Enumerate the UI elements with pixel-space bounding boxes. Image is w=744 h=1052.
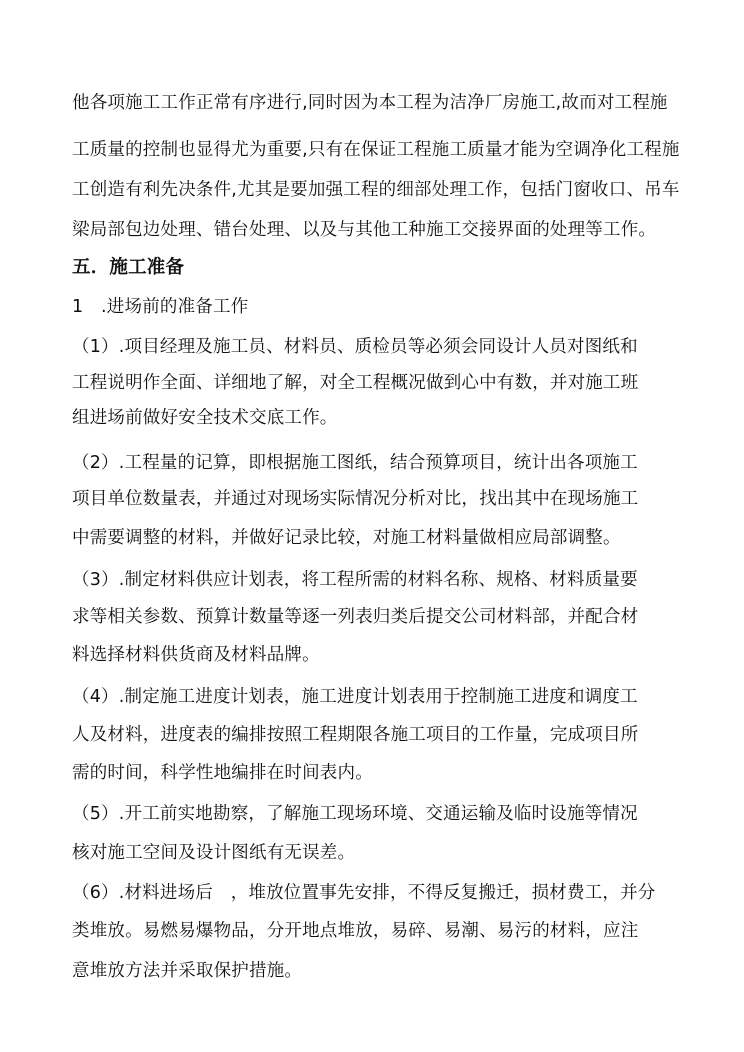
intro-line: 工创造有利先决条件,尤其是要加强工程的细部处理工作，包括门窗收口、吊车 <box>72 180 680 200</box>
item-2-line: （2）.工程量的记算，即根据施工图纸，结合预算项目，统计出各项施工 <box>72 453 638 473</box>
item-5-line: （5）.开工前实地勘察，了解施工现场环境、交通运输及临时设施等情况 <box>72 804 638 824</box>
item-3-line: 料选择材料供货商及材料品牌。 <box>72 645 320 665</box>
item-6-line: 类堆放。易燃易爆物品，分开地点堆放，易碎、易潮、易污的材料，应注 <box>72 921 639 941</box>
item-4-line: （4）.制定施工进度计划表，施工进度计划表用于控制施工进度和调度工 <box>72 687 638 707</box>
item-6-line: 意堆放方法并采取保护措施。 <box>72 961 303 981</box>
intro-line: 他各项施工工作正常有序进行,同时因为本工程为洁净厂房施工,故而对工程施 <box>72 93 668 113</box>
item-4-line: 需的时间，科学性地编排在时间表内。 <box>72 763 373 783</box>
item-3-line: 求等相关参数、预算计数量等逐一列表归类后提交公司材料部，并配合材 <box>72 607 639 627</box>
section-heading: 五．施工准备 <box>72 257 185 278</box>
item-3-line: （3）.制定材料供应计划表，将工程所需的材料名称、规格、材料质量要 <box>72 570 638 590</box>
item-5-line: 核对施工空间及设计图纸有无误差。 <box>72 843 356 863</box>
intro-line: 梁局部包边处理、错台处理、以及与其他工种施工交接界面的处理等工作。 <box>72 220 657 240</box>
item-2-line: 项目单位数量表，并通过对现场实际情况分析对比，找出其中在现场施工 <box>72 489 639 509</box>
intro-line: 工质量的控制也显得尤为重要,只有在保证工程施工质量才能为空调净化工程施 <box>72 140 680 160</box>
subsection-heading: 1 .进场前的准备工作 <box>72 297 249 317</box>
item-2-line: 中需要调整的材料，并做好记录比较，对施工材料量做相应局部调整。 <box>72 528 621 548</box>
item-1-line: 工程说明作全面、详细地了解，对全工程概况做到心中有数，并对施工班 <box>72 373 639 393</box>
item-1-line: 组进场前做好安全技术交底工作。 <box>72 408 338 428</box>
item-1-line: （1）.项目经理及施工员、材料员、质检员等必须会同设计人员对图纸和 <box>72 337 638 357</box>
item-6-line: （6）.材料进场后 ，堆放位置事先安排，不得反复搬迁，损材费工，并分 <box>72 883 656 903</box>
item-4-line: 人及材料，进度表的编排按照工程期限各施工项目的工作量，完成项目所 <box>72 725 639 745</box>
